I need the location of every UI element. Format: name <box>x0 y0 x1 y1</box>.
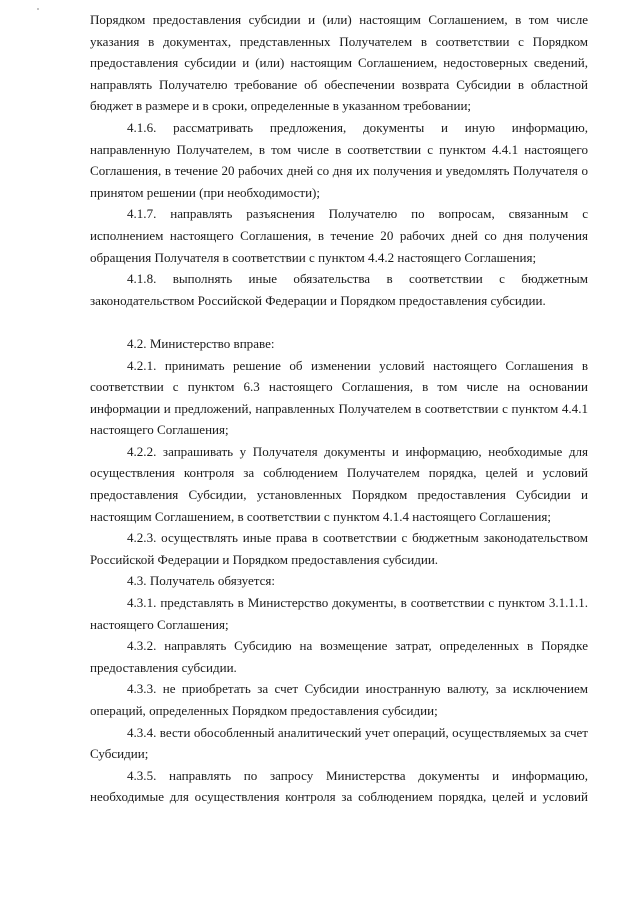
scan-dot <box>37 8 39 10</box>
paragraph-4-3-5: 4.3.5. направлять по запросу Министерства документы и информацию, необходимые для осуществления контроля за соблюдением порядка, целей и условий <box>90 767 588 805</box>
paragraph-4-2-1: 4.2.1. принимать решение об изменении условий настоящего Соглашения в соответствии с пунктом 6.3 настоящего Соглашения, в том числе на основании информации и предложений, направленных Получателем в соответствии с пунктом 4.4.1 настоящего Соглашения; <box>90 357 588 438</box>
document-body <box>90 9 588 808</box>
paragraph-return-requirement: Порядком предоставления субсидии и (или) настоящим Соглашением, в том числе указания в документах, представленных Получателем в соответствии с Порядком предоставления субсидии и (или) настоящим Соглашением, недостоверных сведений, направлять Получателю требование об обеспечении возврата Субсидии в областной бюджет в размере и в сроки, определенные в указанном требовании; <box>90 12 588 114</box>
paragraph-4-3-2: 4.3.2. направлять Субсидию на возмещение затрат, определенных в Порядке предоставления субсидии. <box>90 638 588 675</box>
paragraph-4-3-1: 4.3.1. представлять в Министерство документы, в соответствии с пунктом 3.1.1.1. настоящего Соглашения; <box>90 595 588 632</box>
paragraph-4-2-3: 4.2.3. осуществлять иные права в соответствии с бюджетным законодательством Российской Федерации и Порядком предоставления субсидии. <box>90 530 588 567</box>
blank-line <box>90 311 588 333</box>
paragraph-4-2-2: 4.2.2. запрашивать у Получателя документы и информацию, необходимые для осуществления контроля за соблюдением Получателем порядка, целей и условий предоставления Субсидии, установленных Порядком предоставления Субсидии и настоящим Соглашением, в соответствии с пунктом 4.1.4 настоящего Соглашения; <box>90 443 588 524</box>
paragraph-4-1-8: 4.1.8. выполнять иные обязательства в соответствии с бюджетным законодательством Российской Федерации и Порядком предоставления субсидии. <box>90 271 588 308</box>
paragraph-4-3-3: 4.3.3. не приобретать за счет Субсидии иностранную валюту, за исключением операций, определенных Порядком предоставления субсидии; <box>90 681 588 718</box>
heading-4-2: 4.2. Министерство вправе: <box>127 335 275 351</box>
paragraph-4-1-7: 4.1.7. направлять разъяснения Получателю по вопросам, связанным с исполнением настоящего Соглашения, в течение 20 рабочих дней со дня получения обращения Получателя в соответствии с пунктом 4.4.2 настоящего Соглашения; <box>90 206 588 265</box>
paragraph-4-1-6: 4.1.6. рассматривать предложения, документы и иную информацию, направленную Получателем, в том числе в соответствии с пунктом 4.4.1 настоящего Соглашения, в течение 20 рабочих дней со дня их получения и уведомлять Получателя о принятом решении (при необходимости); <box>90 119 588 200</box>
heading-4-3: 4.3. Получатель обязуется: <box>127 573 276 589</box>
paragraph-4-3-4: 4.3.4. вести обособленный аналитический учет операций, осуществляемых за счет Субсидии; <box>90 724 588 762</box>
